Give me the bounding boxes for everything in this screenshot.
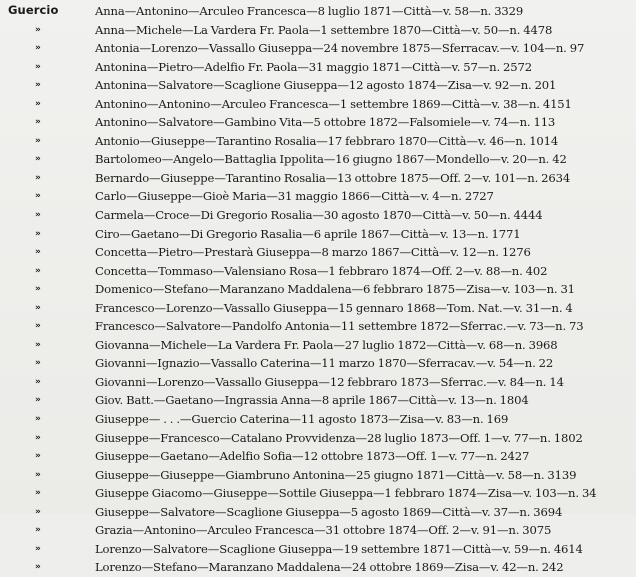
ditto-mark: » — [35, 172, 41, 183]
list-item — [0, 503, 636, 522]
entry-text: Giuseppe—Giuseppe—Giambruno Antonina—25 giugno 1871—Città—v. 58—n. 3139 — [95, 467, 577, 482]
list-item — [0, 206, 636, 225]
ditto-mark: » — [35, 228, 41, 239]
ditto-mark: » — [35, 247, 41, 258]
entry-text: Antonia—Lorenzo—Vassallo Giuseppa—24 novembre 1875—Sferracav.—v. 104—n. 97 — [95, 41, 585, 56]
entry-text: Giuseppe Giacomo—Giuseppe—Sottile Giuseppa—1 febbraro 1874—Zisa—v. 103—n. 34 — [95, 486, 597, 501]
list-item — [0, 262, 636, 281]
entry-text: Giovanna—Michele—La Vardera Fr. Paola—27 luglio 1872—Città—v. 68—n. 3968 — [95, 337, 558, 352]
entry-text: Giuseppe—Francesco—Catalano Provvidenza—28 luglio 1873—Off. 1—v. 77—n. 1802 — [95, 430, 583, 445]
list-item — [0, 540, 636, 559]
entry-text: Antonio—Giuseppe—Tarantino Rosalia—17 febbraro 1870—Città—v. 46—n. 1014 — [95, 133, 559, 148]
ditto-mark: » — [35, 284, 41, 295]
ditto-mark: » — [35, 562, 41, 573]
ditto-mark: » — [35, 302, 41, 313]
ditto-mark: » — [35, 61, 41, 72]
entry-text: Bernardo—Giuseppe—Tarantino Rosalia—13 ottobre 1875—Off. 2—v. 101—n. 2634 — [95, 170, 571, 185]
list-item — [0, 466, 636, 485]
ditto-mark: » — [35, 543, 41, 554]
list-item — [0, 447, 636, 466]
list-item — [0, 373, 636, 392]
ditto-mark: » — [35, 395, 41, 406]
list-item — [0, 21, 636, 40]
list-item — [0, 225, 636, 244]
entry-text: Domenico—Stefano—Maranzano Maddalena—6 febbraro 1875—Zisa—v. 103—n. 31 — [95, 282, 575, 297]
ditto-mark: » — [35, 117, 41, 128]
list-item — [0, 391, 636, 410]
list-item — [0, 150, 636, 169]
entry-text: Ciro—Gaetano—Di Gregorio Rasalia—6 aprile 1867—Città—v. 13—n. 1771 — [95, 226, 521, 241]
entry-text: Francesco—Salvatore—Pandolfo Antonia—11 settembre 1872—Sferrac.—v. 73—n. 73 — [95, 319, 584, 334]
entry-text: Francesco—Lorenzo—Vassallo Giuseppa—15 gennaro 1868—Tom. Nat.—v. 31—n. 4 — [95, 300, 573, 315]
ditto-mark: » — [35, 265, 41, 276]
entry-text: Giov. Batt.—Gaetano—Ingrassia Anna—8 aprile 1867—Città—v. 13—n. 1804 — [95, 393, 529, 408]
ditto-mark: » — [35, 469, 41, 480]
ditto-mark: » — [35, 191, 41, 202]
ditto-mark: » — [35, 339, 41, 350]
list-item — [0, 76, 636, 95]
ditto-mark: » — [35, 451, 41, 462]
entry-text: Giovanni—Ignazio—Vassallo Caterina—11 marzo 1870—Sferracav.—v. 54—n. 22 — [95, 356, 554, 371]
list-item — [0, 299, 636, 318]
ditto-mark: » — [35, 43, 41, 54]
entry-text: Carmela—Croce—Di Gregorio Rosalia—30 agosto 1870—Città—v. 50—n. 4444 — [95, 208, 543, 223]
ditto-mark: » — [35, 135, 41, 146]
list-item — [0, 317, 636, 336]
entry-text: Giuseppe— . . .—Guercio Caterina—11 agosto 1873—Zisa—v. 83—n. 169 — [95, 412, 509, 427]
entry-text: Antonino—Salvatore—Gambino Vita—5 ottobre 1872—Falsomiele—v. 74—n. 113 — [95, 115, 556, 130]
ditto-mark: » — [35, 376, 41, 387]
list-item — [0, 280, 636, 299]
entry-text: Antonina—Salvatore—Scaglione Giuseppa—12 agosto 1874—Zisa—v. 92—n. 201 — [95, 78, 557, 93]
list-item — [0, 410, 636, 429]
entry-text: Concetta—Pietro—Prestarà Giuseppa—8 marzo 1867—Città—v. 12—n. 1276 — [95, 245, 531, 260]
ditto-mark: » — [35, 488, 41, 499]
list-item — [0, 95, 636, 114]
entry-text: Carlo—Giuseppe—Gioè Maria—31 maggio 1866—Città—v. 4—n. 2727 — [95, 189, 494, 204]
ditto-mark: » — [35, 98, 41, 109]
list-item — [0, 58, 636, 77]
entry-text: Grazia—Antonino—Arculeo Francesca—31 ottobre 1874—Off. 2—v. 91—n. 3075 — [95, 523, 552, 538]
ditto-mark: » — [35, 80, 41, 91]
entry-text: Giuseppe—Salvatore—Scaglione Giuseppa—5 agosto 1869—Città—v. 37—n. 3694 — [95, 504, 563, 519]
entry-text: Bartolomeo—Angelo—Battaglia Ippolita—16 giugno 1867—Mondello—v. 20—n. 42 — [95, 152, 567, 167]
list-item — [0, 169, 636, 188]
entry-text: Antonina—Pietro—Adelfio Fr. Paola—31 maggio 1871—Città—v. 57—n. 2572 — [95, 59, 532, 74]
list-item — [0, 429, 636, 448]
ditto-mark: » — [35, 154, 41, 165]
ditto-mark: » — [35, 506, 41, 517]
list-item — [0, 39, 636, 58]
entry-text: Lorenzo—Salvatore—Scaglione Giuseppa—19 settembre 1871—Città—v. 59—n. 4614 — [95, 541, 583, 556]
list-item — [0, 558, 636, 577]
ditto-mark: » — [35, 358, 41, 369]
list-item — [0, 484, 636, 503]
list-item — [0, 336, 636, 355]
ditto-mark: » — [35, 432, 41, 443]
list-item — [0, 2, 636, 21]
entry-text: Anna—Michele—La Vardera Fr. Paola—1 settembre 1870—Città—v. 50—n. 4478 — [95, 22, 553, 37]
list-item — [0, 521, 636, 540]
list-item — [0, 243, 636, 262]
entry-list — [0, 2, 636, 577]
entry-text: Lorenzo—Stefano—Maranzano Maddalena—24 ottobre 1869—Zisa—v. 42—n. 242 — [95, 560, 564, 575]
list-item — [0, 354, 636, 373]
ditto-mark: » — [35, 210, 41, 221]
ditto-mark: » — [35, 414, 41, 425]
entry-text: Concetta—Tommaso—Valensiano Rosa—1 febbraro 1874—Off. 2—v. 88—n. 402 — [95, 263, 548, 278]
list-item — [0, 132, 636, 151]
entry-text: Giuseppe—Gaetano—Adelfio Sofia—12 ottobre 1873—Off. 1—v. 77—n. 2427 — [95, 449, 530, 464]
ditto-mark: » — [35, 321, 41, 332]
entry-text: Antonino—Antonino—Arculeo Francesca—1 settembre 1869—Città—v. 38—n. 4151 — [95, 96, 572, 111]
entry-text: Giovanni—Lorenzo—Vassallo Giuseppa—12 febbraro 1873—Sferrac.—v. 84—n. 14 — [95, 374, 564, 389]
ditto-mark: » — [35, 525, 41, 536]
surname-heading: Guercio — [8, 3, 59, 17]
ditto-mark: » — [35, 24, 41, 35]
list-item — [0, 187, 636, 206]
entry-text: Anna—Antonino—Arculeo Francesca—8 luglio 1871—Città—v. 58—n. 3329 — [95, 4, 524, 18]
list-item — [0, 113, 636, 132]
